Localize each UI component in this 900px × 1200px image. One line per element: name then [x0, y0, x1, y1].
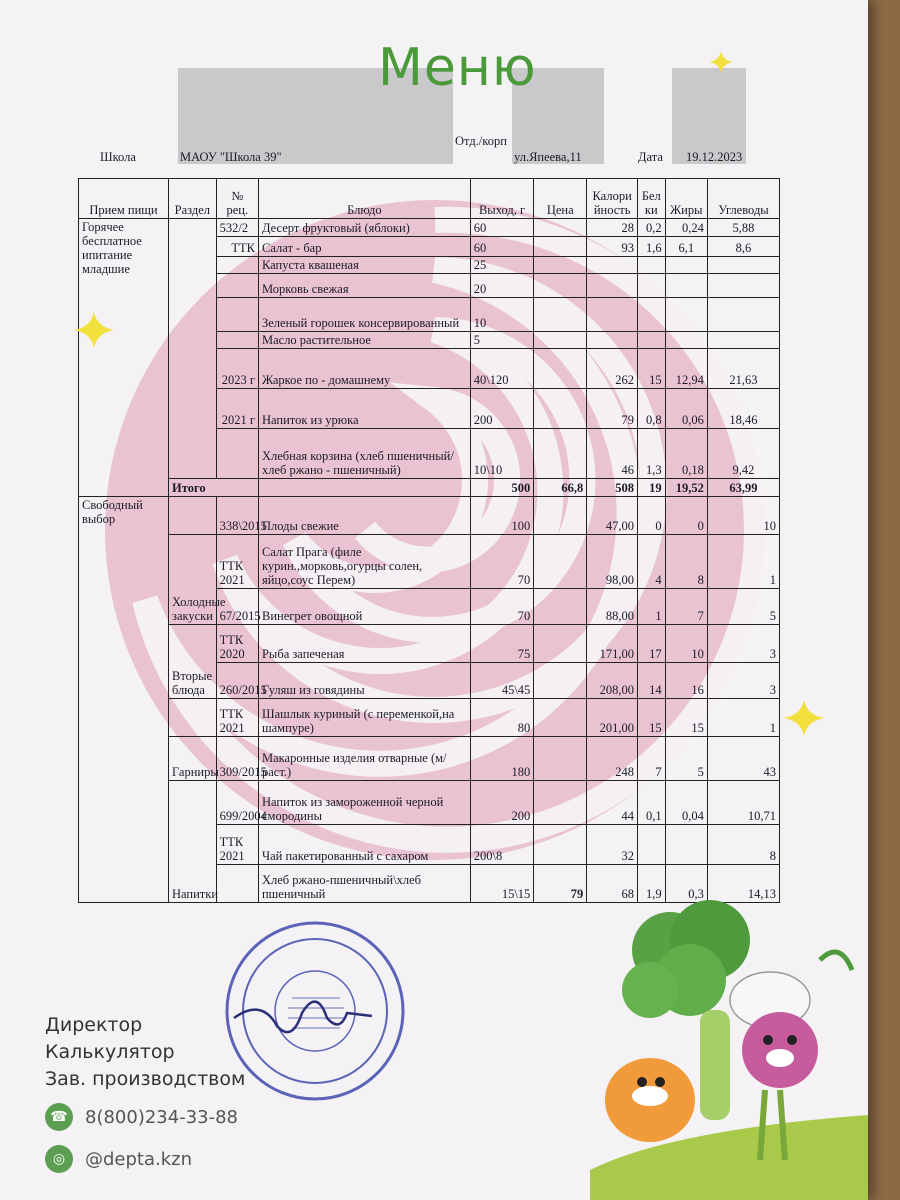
yield-cell: 75 [470, 625, 534, 663]
section-cell [169, 497, 217, 535]
yield-cell: 10 [470, 298, 534, 332]
page-title: Меню [378, 38, 537, 98]
date-value: 19.12.2023 [686, 150, 743, 164]
yield-cell: 200 [470, 781, 534, 825]
col-yield: Выход, г [470, 179, 534, 219]
yield-cell: 200\8 [470, 825, 534, 865]
total-label: Итого [169, 479, 259, 497]
instagram-handle: @depta.kzn [85, 1148, 193, 1170]
dish-cell: Шашлык куриный (с переменкой,на шампуре) [258, 699, 470, 737]
yield-cell: 45\45 [470, 663, 534, 699]
total-protein: 19 [638, 479, 666, 497]
calories-cell: 47,00 [587, 497, 638, 535]
carbs-cell: 1 [707, 535, 779, 589]
protein-cell [638, 825, 666, 865]
yield-cell: 5 [470, 332, 534, 349]
empty-cell [707, 298, 779, 332]
dish-cell: Рыба запеченая [258, 625, 470, 663]
official-stamp [222, 918, 408, 1104]
table-row [79, 497, 780, 535]
col-protein: Белки [638, 179, 666, 219]
table-row [79, 625, 780, 663]
empty-cell [587, 274, 638, 298]
sparkle-icon [782, 698, 826, 738]
price-cell [534, 389, 587, 429]
fat-cell: 0,18 [665, 429, 707, 479]
fat-cell: 0,04 [665, 781, 707, 825]
carbs-cell: 43 [707, 737, 779, 781]
recipe-cell: 338\2015 [216, 497, 258, 535]
calories-cell: 46 [587, 429, 638, 479]
dish-cell: Десерт фруктовый (яблоки) [258, 219, 470, 237]
calories-cell: 98,00 [587, 535, 638, 589]
yield-cell: 80 [470, 699, 534, 737]
yield-cell: 60 [470, 219, 534, 237]
dept-label: Отд./корп [455, 134, 507, 148]
phone-contact [45, 1103, 238, 1131]
empty-cell [587, 332, 638, 349]
price-cell [534, 535, 587, 589]
school-value: МАОУ "Школа 39" [180, 150, 282, 164]
empty-cell [707, 257, 779, 274]
header-row [79, 179, 780, 219]
fat-cell [665, 825, 707, 865]
col-price: Цена [534, 179, 587, 219]
dish-cell: Морковь свежая [258, 274, 470, 298]
empty-cell [638, 298, 666, 332]
price-cell [534, 429, 587, 479]
calories-cell: 208,00 [587, 663, 638, 699]
price-cell [534, 825, 587, 865]
dish-cell: Хлеб ржано-пшеничный\хлеб пшеничный [258, 865, 470, 903]
total-carbs: 63,99 [707, 479, 779, 497]
col-section: Раздел [169, 179, 217, 219]
yield-cell: 20 [470, 274, 534, 298]
fat-cell: 0,3 [665, 865, 707, 903]
protein-cell: 1,9 [638, 865, 666, 903]
col-calories: Калорийность [587, 179, 638, 219]
carbs-cell: 10 [707, 497, 779, 535]
empty-cell [534, 274, 587, 298]
fat-cell: 0,24 [665, 219, 707, 237]
sparkle-icon [72, 310, 116, 350]
protein-cell: 1,3 [638, 429, 666, 479]
empty-cell [587, 257, 638, 274]
calories-cell: 68 [587, 865, 638, 903]
fat-cell: 15 [665, 699, 707, 737]
empty-cell [665, 298, 707, 332]
carbs-cell: 8,6 [707, 237, 779, 257]
dish-cell: Макаронные изделия отварные (м/раст.) [258, 737, 470, 781]
yield-cell: 60 [470, 237, 534, 257]
dish-cell: Капуста квашеная [258, 257, 470, 274]
price-cell [534, 219, 587, 237]
calories-cell: 44 [587, 781, 638, 825]
carbs-cell: 1 [707, 699, 779, 737]
table-row [79, 699, 780, 737]
protein-cell: 4 [638, 535, 666, 589]
empty-cell [258, 479, 470, 497]
empty-cell [707, 332, 779, 349]
recipe-cell: 309/2015 [216, 737, 258, 781]
recipe-cell: 532/2 [216, 219, 258, 237]
section-cell: Напитки [169, 781, 217, 903]
table-row [79, 737, 780, 781]
empty-cell [665, 257, 707, 274]
empty-cell [638, 332, 666, 349]
school-label: Школа [100, 150, 136, 164]
price-cell [534, 589, 587, 625]
section-cell: Холодные закуски [169, 535, 217, 625]
carbs-cell: 18,46 [707, 389, 779, 429]
protein-cell: 0,8 [638, 389, 666, 429]
calories-cell: 28 [587, 219, 638, 237]
carbs-cell: 5 [707, 589, 779, 625]
recipe-cell: 2023 г [216, 349, 258, 389]
fat-cell: 8 [665, 535, 707, 589]
recipe-cell [216, 865, 258, 903]
recipe-cell [216, 429, 258, 479]
calories-cell: 248 [587, 737, 638, 781]
dish-cell: Масло растительное [258, 332, 470, 349]
recipe-cell: ТТК 2021 [216, 699, 258, 737]
recipe-cell: 260/2015 [216, 663, 258, 699]
empty-cell [665, 332, 707, 349]
col-meal: Прием пищи [79, 179, 169, 219]
price-cell [534, 663, 587, 699]
recipe-cell [216, 298, 258, 332]
section-cell [169, 219, 217, 479]
col-recipe: № рец. [216, 179, 258, 219]
section-cell: Гарниры [169, 737, 217, 781]
price-cell: 79 [534, 865, 587, 903]
dish-cell: Плоды свежие [258, 497, 470, 535]
price-cell [534, 237, 587, 257]
empty-cell [638, 274, 666, 298]
yield-cell: 40\120 [470, 349, 534, 389]
yield-cell: 10\10 [470, 429, 534, 479]
total-calories: 508 [587, 479, 638, 497]
protein-cell: 0,2 [638, 219, 666, 237]
dish-cell: Зеленый горошек консервированный [258, 298, 470, 332]
price-cell [534, 497, 587, 535]
dish-cell: Винегрет овощной [258, 589, 470, 625]
calories-cell: 93 [587, 237, 638, 257]
dish-cell: Напиток из урюка [258, 389, 470, 429]
price-cell [534, 699, 587, 737]
calories-cell: 262 [587, 349, 638, 389]
table-row [79, 535, 780, 589]
protein-cell: 1 [638, 589, 666, 625]
calculator-label: Калькулятор [45, 1041, 175, 1063]
yield-cell: 25 [470, 257, 534, 274]
fat-cell: 7 [665, 589, 707, 625]
col-carbs: Углеводы [707, 179, 779, 219]
yield-cell: 180 [470, 737, 534, 781]
empty-cell [534, 298, 587, 332]
dish-cell: Напиток из замороженной черной смородины [258, 781, 470, 825]
total-fat: 19,52 [665, 479, 707, 497]
dish-cell: Чай пакетированный с сахаром [258, 825, 470, 865]
carbs-cell: 3 [707, 663, 779, 699]
calories-cell: 32 [587, 825, 638, 865]
recipe-cell: ТТК 2020 [216, 625, 258, 663]
recipe-cell: ТТК 2021 [216, 535, 258, 589]
protein-cell: 1,6 [638, 237, 666, 257]
price-cell [534, 737, 587, 781]
protein-cell: 7 [638, 737, 666, 781]
date-label: Дата [638, 150, 663, 164]
calories-cell: 88,00 [587, 589, 638, 625]
phone-number: 8(800)234-33-88 [85, 1106, 239, 1128]
fat-cell: 5 [665, 737, 707, 781]
calories-cell: 171,00 [587, 625, 638, 663]
total-yield: 500 [470, 479, 534, 497]
protein-cell: 15 [638, 349, 666, 389]
empty-cell [587, 298, 638, 332]
empty-cell [534, 257, 587, 274]
fat-cell: 10 [665, 625, 707, 663]
recipe-cell: ТТК [216, 237, 258, 257]
protein-cell: 0,1 [638, 781, 666, 825]
price-cell [534, 349, 587, 389]
recipe-cell: 699/2004 [216, 781, 258, 825]
yield-cell: 70 [470, 535, 534, 589]
empty-cell [534, 332, 587, 349]
protein-cell: 14 [638, 663, 666, 699]
carbs-cell: 8 [707, 825, 779, 865]
carbs-cell: 5,88 [707, 219, 779, 237]
empty-cell [638, 257, 666, 274]
section-cell [169, 699, 217, 737]
carbs-cell: 9,42 [707, 429, 779, 479]
yield-cell: 15\15 [470, 865, 534, 903]
fat-cell: 12,94 [665, 349, 707, 389]
phone-icon: ☎ [45, 1103, 73, 1131]
vegetables-illustration [590, 900, 868, 1200]
table-row [79, 219, 780, 237]
empty-cell [707, 274, 779, 298]
recipe-cell [216, 274, 258, 298]
meal-cell: Свободный выбор [79, 497, 169, 903]
carbs-cell: 3 [707, 625, 779, 663]
calories-cell: 201,00 [587, 699, 638, 737]
table-row [79, 781, 780, 825]
fat-cell: 16 [665, 663, 707, 699]
col-fat: Жиры [665, 179, 707, 219]
dish-cell: Гуляш из говядины [258, 663, 470, 699]
fat-cell: 0,06 [665, 389, 707, 429]
recipe-cell: 67/2015 [216, 589, 258, 625]
col-dish: Блюдо [258, 179, 470, 219]
dish-cell: Хлебная корзина (хлеб пшеничный/хлеб ржано - пшеничный) [258, 429, 470, 479]
total-price: 66,8 [534, 479, 587, 497]
recipe-cell: 2021 г [216, 389, 258, 429]
instagram-contact [45, 1145, 192, 1173]
price-cell [534, 625, 587, 663]
price-cell [534, 781, 587, 825]
protein-cell: 15 [638, 699, 666, 737]
instagram-icon: ◎ [45, 1145, 73, 1173]
yield-cell: 70 [470, 589, 534, 625]
meal-cell: Горячее бесплатное ипитание младшие [79, 219, 169, 497]
production-label: Зав. производством [45, 1068, 246, 1090]
carbs-cell: 21,63 [707, 349, 779, 389]
dish-cell: Салат - бар [258, 237, 470, 257]
empty-cell [665, 274, 707, 298]
protein-cell: 17 [638, 625, 666, 663]
director-label: Директор [45, 1014, 143, 1036]
recipe-cell [216, 332, 258, 349]
yield-cell: 100 [470, 497, 534, 535]
total-row [79, 479, 780, 497]
section-cell: Вторые блюда [169, 625, 217, 699]
recipe-cell: ТТК 2021 [216, 825, 258, 865]
carbs-cell: 14,13 [707, 865, 779, 903]
recipe-cell [216, 257, 258, 274]
fat-cell: 6,1 [665, 237, 707, 257]
carbs-cell: 10,71 [707, 781, 779, 825]
yield-cell: 200 [470, 389, 534, 429]
menu-table [78, 178, 780, 903]
calories-cell: 79 [587, 389, 638, 429]
address-value: ул.Япеева,11 [514, 150, 582, 164]
dish-cell: Салат Прага (филе курин.,морковь,огурцы солен, яйцо,соус Перем) [258, 535, 470, 589]
fat-cell: 0 [665, 497, 707, 535]
sparkle-icon [708, 50, 734, 74]
dish-cell: Жаркое по - домашнему [258, 349, 470, 389]
protein-cell: 0 [638, 497, 666, 535]
